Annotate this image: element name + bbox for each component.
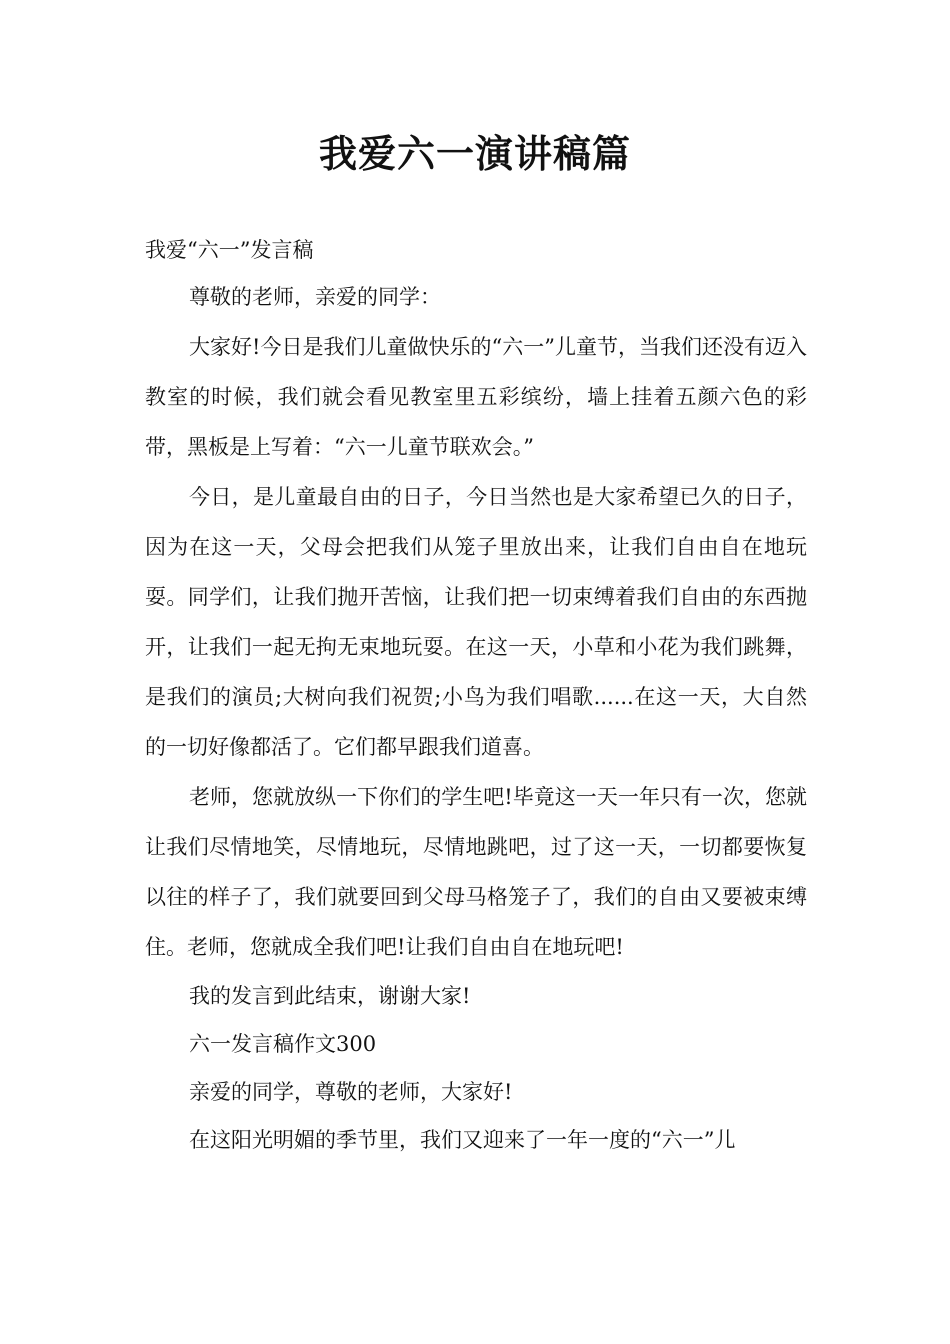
- document-title: 我爱六一演讲稿篇: [318, 132, 631, 176]
- paragraph-closing: 我的发言到此结束，谢谢大家!: [189, 984, 471, 1008]
- paragraph-intro: 大家好!今日是我们儿童做快乐的“六一”儿童节，当我们还没有迈入教室的时候，我们就会看见教室里五彩缤纷，墙上挂着五颜六色的彩带，黑板是上写着：“六一儿童节联欢会。”: [145, 335, 807, 459]
- paragraph-greeting-2: 亲爱的同学，尊敬的老师，大家好!: [189, 1080, 513, 1104]
- paragraph-essay-start: 在这阳光明媚的季节里，我们又迎来了一年一度的“六一”儿: [189, 1128, 736, 1152]
- paragraph-request: 老师，您就放纵一下你们的学生吧!毕竟这一天一年只有一次，您就让我们尽情地笑，尽情地玩，尽情地跳吧，过了这一天，一切都要恢复以往的样子了，我们就要回到父母马格笼子了，我们的自由又要被束缚住。老师，您就成全我们吧!让我们自由自在地玩吧!: [145, 785, 807, 959]
- paragraph-greeting: 尊敬的老师，亲爱的同学：: [189, 285, 441, 309]
- paragraph-freedom: 今日，是儿童最自由的日子，今日当然也是大家希望已久的日子，因为在这一天，父母会把我们从笼子里放出来，让我们自由自在地玩耍。同学们，让我们抛开苦恼，让我们把一切束缚着我们自由的东西抛开，让我们一起无拘无束地玩耍。在这一天，小草和小花为我们跳舞，是我们的演员;大树向我们祝贺;小鸟为我们唱歌......在这一天，大自然的一切好像都活了。它们都早跟我们道喜。: [145, 485, 807, 759]
- section-heading-essay: 六一发言稿作文300: [189, 1032, 377, 1056]
- document-subtitle: 我爱“六一”发言稿: [145, 238, 314, 262]
- document-body: [145, 272, 807, 1164]
